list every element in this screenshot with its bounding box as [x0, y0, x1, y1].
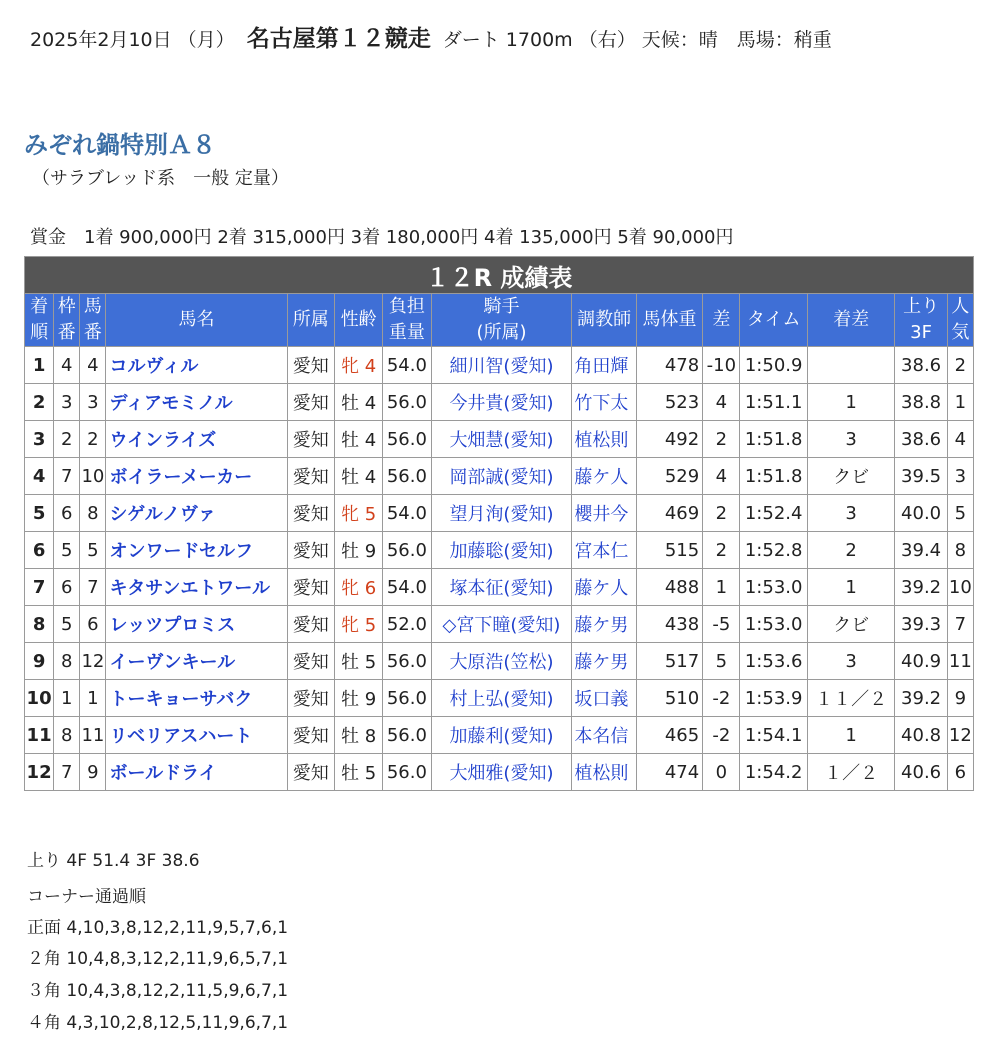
cell-number: 5 [80, 532, 106, 569]
table-row [25, 384, 974, 421]
cell-sex-age: 牡 4 [334, 421, 382, 458]
header-affiliation: 所属 [287, 294, 334, 347]
cell-affiliation: 愛知 [287, 569, 334, 606]
cell-rank: 12 [25, 754, 54, 791]
table-title: １２R 成績表 [25, 257, 974, 294]
cell-trainer[interactable]: 藤ケ人 [572, 458, 636, 495]
header-margin: 着差 [807, 294, 895, 347]
cell-jockey[interactable]: 大畑慧(愛知) [431, 421, 572, 458]
table-row [25, 643, 974, 680]
cell-jockey[interactable]: 塚本征(愛知) [431, 569, 572, 606]
cell-affiliation: 愛知 [287, 495, 334, 532]
cell-jockey[interactable]: ◇宮下瞳(愛知) [431, 606, 572, 643]
cell-body-weight: 529 [636, 458, 702, 495]
cell-affiliation: 愛知 [287, 532, 334, 569]
race-class: （サラブレッド系 一般 定量） [32, 168, 289, 189]
cell-trainer[interactable]: 植松則 [572, 754, 636, 791]
header-time: タイム [740, 294, 807, 347]
header-sex-age: 性齢 [334, 294, 382, 347]
cell-time: 1:51.8 [740, 458, 807, 495]
cell-time: 1:51.1 [740, 384, 807, 421]
header-trainer: 調教師 [572, 294, 636, 347]
race-date: 2025年2月10日 （月） [30, 29, 235, 51]
cell-last3f: 39.3 [895, 606, 947, 643]
cell-weight: 56.0 [383, 384, 431, 421]
header-jockey: 騎手 (所属) [431, 294, 572, 347]
cell-horse-name[interactable]: シゲルノヴァ [106, 495, 287, 532]
cell-jockey[interactable]: 大原浩(笠松) [431, 643, 572, 680]
cell-diff: 4 [703, 458, 740, 495]
cell-time: 1:54.1 [740, 717, 807, 754]
cell-number: 3 [80, 384, 106, 421]
race-conditions: ダート 1700m （右） 天候：晴 馬場：稍重 [442, 29, 832, 51]
cell-margin: 3 [807, 643, 895, 680]
cell-sex-age: 牡 4 [334, 384, 382, 421]
cell-body-weight: 469 [636, 495, 702, 532]
cell-rank: 11 [25, 717, 54, 754]
table-row [25, 347, 974, 384]
cell-diff: 2 [703, 532, 740, 569]
cell-jockey[interactable]: 大畑雅(愛知) [431, 754, 572, 791]
table-row [25, 495, 974, 532]
finish-splits: 上り 4F 51.4 3F 38.6 [27, 851, 200, 871]
header-body-weight: 馬体重 [636, 294, 702, 347]
race-header [30, 20, 832, 53]
cell-body-weight: 523 [636, 384, 702, 421]
cell-horse-name[interactable]: ボイラーメーカー [106, 458, 287, 495]
cell-number: 8 [80, 495, 106, 532]
cell-jockey[interactable]: 今井貴(愛知) [431, 384, 572, 421]
cell-popularity: 5 [947, 495, 973, 532]
cell-weight: 56.0 [383, 458, 431, 495]
table-header-row [25, 294, 974, 347]
corner-line: ３角 10,4,3,8,12,2,11,5,9,6,7,1 [27, 981, 289, 1001]
cell-number: 9 [80, 754, 106, 791]
cell-popularity: 8 [947, 532, 973, 569]
cell-rank: 7 [25, 569, 54, 606]
cell-rank: 6 [25, 532, 54, 569]
cell-diff: -10 [703, 347, 740, 384]
cell-horse-name[interactable]: ウインライズ [106, 421, 287, 458]
cell-frame: 3 [54, 384, 80, 421]
cell-diff: 1 [703, 569, 740, 606]
cell-number: 4 [80, 347, 106, 384]
table-row [25, 421, 974, 458]
cell-last3f: 40.0 [895, 495, 947, 532]
cell-time: 1:53.0 [740, 569, 807, 606]
corner-line: 正面 4,10,3,8,12,2,11,9,5,7,6,1 [27, 918, 289, 938]
cell-weight: 52.0 [383, 606, 431, 643]
cell-sex-age: 牝 6 [334, 569, 382, 606]
cell-diff: 4 [703, 384, 740, 421]
cell-popularity: 9 [947, 680, 973, 717]
cell-last3f: 39.2 [895, 569, 947, 606]
cell-jockey[interactable]: 岡部誠(愛知) [431, 458, 572, 495]
cell-trainer[interactable]: 坂口義 [572, 680, 636, 717]
cell-popularity: 3 [947, 458, 973, 495]
corner-line: ２角 10,4,8,3,12,2,11,9,6,5,7,1 [27, 949, 289, 969]
cell-margin: 2 [807, 532, 895, 569]
header-popularity: 人 気 [947, 294, 973, 347]
cell-weight: 54.0 [383, 495, 431, 532]
cell-jockey[interactable]: 加藤聡(愛知) [431, 532, 572, 569]
cell-margin: 3 [807, 495, 895, 532]
cell-jockey[interactable]: 加藤利(愛知) [431, 717, 572, 754]
cell-trainer[interactable]: 藤ケ男 [572, 643, 636, 680]
cell-last3f: 40.9 [895, 643, 947, 680]
cell-trainer[interactable]: 竹下太 [572, 384, 636, 421]
cell-weight: 54.0 [383, 569, 431, 606]
cell-body-weight: 517 [636, 643, 702, 680]
cell-horse-name[interactable]: オンワードセルフ [106, 532, 287, 569]
cell-trainer[interactable]: 本名信 [572, 717, 636, 754]
table-row [25, 680, 974, 717]
cell-time: 1:54.2 [740, 754, 807, 791]
cell-rank: 5 [25, 495, 54, 532]
cell-weight: 56.0 [383, 680, 431, 717]
cell-last3f: 39.2 [895, 680, 947, 717]
cell-body-weight: 510 [636, 680, 702, 717]
cell-frame: 7 [54, 754, 80, 791]
cell-margin: 1 [807, 569, 895, 606]
cell-frame: 5 [54, 532, 80, 569]
cell-margin [807, 347, 895, 384]
cell-time: 1:53.9 [740, 680, 807, 717]
cell-number: 1 [80, 680, 106, 717]
table-row [25, 754, 974, 791]
cell-number: 7 [80, 569, 106, 606]
cell-last3f: 39.5 [895, 458, 947, 495]
header-diff: 差 [703, 294, 740, 347]
cell-horse-name[interactable]: ボールドライ [106, 754, 287, 791]
cell-body-weight: 474 [636, 754, 702, 791]
corner-title: コーナー通過順 [27, 887, 146, 907]
header-number: 馬 番 [80, 294, 106, 347]
cell-rank: 10 [25, 680, 54, 717]
table-row [25, 458, 974, 495]
cell-margin: 1 [807, 384, 895, 421]
cell-body-weight: 438 [636, 606, 702, 643]
cell-horse-name[interactable]: リベリアスハート [106, 717, 287, 754]
cell-diff: -2 [703, 680, 740, 717]
cell-weight: 56.0 [383, 643, 431, 680]
table-row [25, 717, 974, 754]
table-row [25, 606, 974, 643]
race-name: みぞれ鍋特別Ａ８ [24, 131, 216, 159]
cell-popularity: 12 [947, 717, 973, 754]
cell-margin: １１／２ [807, 680, 895, 717]
cell-time: 1:53.6 [740, 643, 807, 680]
cell-frame: 7 [54, 458, 80, 495]
cell-diff: -2 [703, 717, 740, 754]
cell-horse-name[interactable]: キタサンエトワール [106, 569, 287, 606]
cell-margin: １／２ [807, 754, 895, 791]
cell-horse-name[interactable]: レッツプロミス [106, 606, 287, 643]
cell-number: 12 [80, 643, 106, 680]
cell-affiliation: 愛知 [287, 717, 334, 754]
cell-trainer[interactable]: 宮本仁 [572, 532, 636, 569]
header-horse: 馬名 [106, 294, 287, 347]
table-row [25, 532, 974, 569]
cell-affiliation: 愛知 [287, 347, 334, 384]
cell-last3f: 38.6 [895, 347, 947, 384]
cell-number: 2 [80, 421, 106, 458]
race-title: 名古屋第１２競走 [246, 26, 431, 52]
cell-diff: 5 [703, 643, 740, 680]
cell-rank: 9 [25, 643, 54, 680]
cell-affiliation: 愛知 [287, 680, 334, 717]
cell-frame: 6 [54, 495, 80, 532]
cell-popularity: 7 [947, 606, 973, 643]
cell-trainer[interactable]: 藤ケ男 [572, 606, 636, 643]
cell-body-weight: 515 [636, 532, 702, 569]
cell-affiliation: 愛知 [287, 458, 334, 495]
cell-jockey[interactable]: 細川智(愛知) [431, 347, 572, 384]
cell-popularity: 1 [947, 384, 973, 421]
cell-margin: クビ [807, 458, 895, 495]
cell-frame: 8 [54, 717, 80, 754]
cell-weight: 56.0 [383, 421, 431, 458]
cell-popularity: 4 [947, 421, 973, 458]
cell-frame: 8 [54, 643, 80, 680]
header-frame: 枠 番 [54, 294, 80, 347]
cell-body-weight: 488 [636, 569, 702, 606]
cell-weight: 56.0 [383, 717, 431, 754]
cell-diff: 2 [703, 495, 740, 532]
cell-trainer[interactable]: 植松則 [572, 421, 636, 458]
cell-last3f: 40.6 [895, 754, 947, 791]
cell-affiliation: 愛知 [287, 384, 334, 421]
prize-money: 賞金 1着 900,000円 2着 315,000円 3着 180,000円 4着 135,000円 5着 90,000円 [30, 227, 734, 248]
cell-last3f: 38.8 [895, 384, 947, 421]
cell-margin: 1 [807, 717, 895, 754]
cell-sex-age: 牡 9 [334, 680, 382, 717]
cell-frame: 5 [54, 606, 80, 643]
cell-popularity: 2 [947, 347, 973, 384]
cell-affiliation: 愛知 [287, 421, 334, 458]
cell-jockey[interactable]: 村上弘(愛知) [431, 680, 572, 717]
cell-rank: 4 [25, 458, 54, 495]
cell-frame: 1 [54, 680, 80, 717]
cell-last3f: 39.4 [895, 532, 947, 569]
corner-line: ４角 4,3,10,2,8,12,5,11,9,6,7,1 [27, 1013, 289, 1033]
cell-rank: 2 [25, 384, 54, 421]
cell-margin: 3 [807, 421, 895, 458]
cell-diff: 2 [703, 421, 740, 458]
cell-popularity: 10 [947, 569, 973, 606]
cell-trainer[interactable]: 櫻井今 [572, 495, 636, 532]
results-table [24, 256, 974, 791]
cell-number: 11 [80, 717, 106, 754]
cell-trainer[interactable]: 角田輝 [572, 347, 636, 384]
cell-diff: -5 [703, 606, 740, 643]
cell-rank: 3 [25, 421, 54, 458]
cell-horse-name[interactable]: イーヴンキール [106, 643, 287, 680]
cell-sex-age: 牝 5 [334, 495, 382, 532]
cell-time: 1:52.4 [740, 495, 807, 532]
cell-number: 10 [80, 458, 106, 495]
cell-trainer[interactable]: 藤ケ人 [572, 569, 636, 606]
cell-time: 1:53.0 [740, 606, 807, 643]
cell-sex-age: 牝 5 [334, 606, 382, 643]
cell-horse-name[interactable]: コルヴィル [106, 347, 287, 384]
cell-time: 1:52.8 [740, 532, 807, 569]
cell-popularity: 6 [947, 754, 973, 791]
header-rank: 着 順 [25, 294, 54, 347]
cell-sex-age: 牡 8 [334, 717, 382, 754]
cell-horse-name[interactable]: ディアモミノル [106, 384, 287, 421]
cell-affiliation: 愛知 [287, 643, 334, 680]
cell-weight: 56.0 [383, 532, 431, 569]
cell-sex-age: 牡 4 [334, 458, 382, 495]
cell-margin: クビ [807, 606, 895, 643]
cell-number: 6 [80, 606, 106, 643]
table-row [25, 569, 974, 606]
cell-jockey[interactable]: 望月洵(愛知) [431, 495, 572, 532]
cell-affiliation: 愛知 [287, 606, 334, 643]
cell-last3f: 40.8 [895, 717, 947, 754]
cell-diff: 0 [703, 754, 740, 791]
cell-popularity: 11 [947, 643, 973, 680]
cell-rank: 1 [25, 347, 54, 384]
cell-rank: 8 [25, 606, 54, 643]
cell-sex-age: 牡 5 [334, 754, 382, 791]
cell-frame: 2 [54, 421, 80, 458]
cell-frame: 6 [54, 569, 80, 606]
cell-last3f: 38.6 [895, 421, 947, 458]
cell-sex-age: 牡 9 [334, 532, 382, 569]
cell-body-weight: 492 [636, 421, 702, 458]
header-last3f: 上り 3F [895, 294, 947, 347]
cell-sex-age: 牡 5 [334, 643, 382, 680]
header-weight: 負担 重量 [383, 294, 431, 347]
cell-affiliation: 愛知 [287, 754, 334, 791]
cell-body-weight: 465 [636, 717, 702, 754]
cell-horse-name[interactable]: トーキョーサバク [106, 680, 287, 717]
cell-time: 1:50.9 [740, 347, 807, 384]
cell-body-weight: 478 [636, 347, 702, 384]
cell-time: 1:51.8 [740, 421, 807, 458]
cell-weight: 54.0 [383, 347, 431, 384]
cell-frame: 4 [54, 347, 80, 384]
cell-sex-age: 牝 4 [334, 347, 382, 384]
cell-weight: 56.0 [383, 754, 431, 791]
